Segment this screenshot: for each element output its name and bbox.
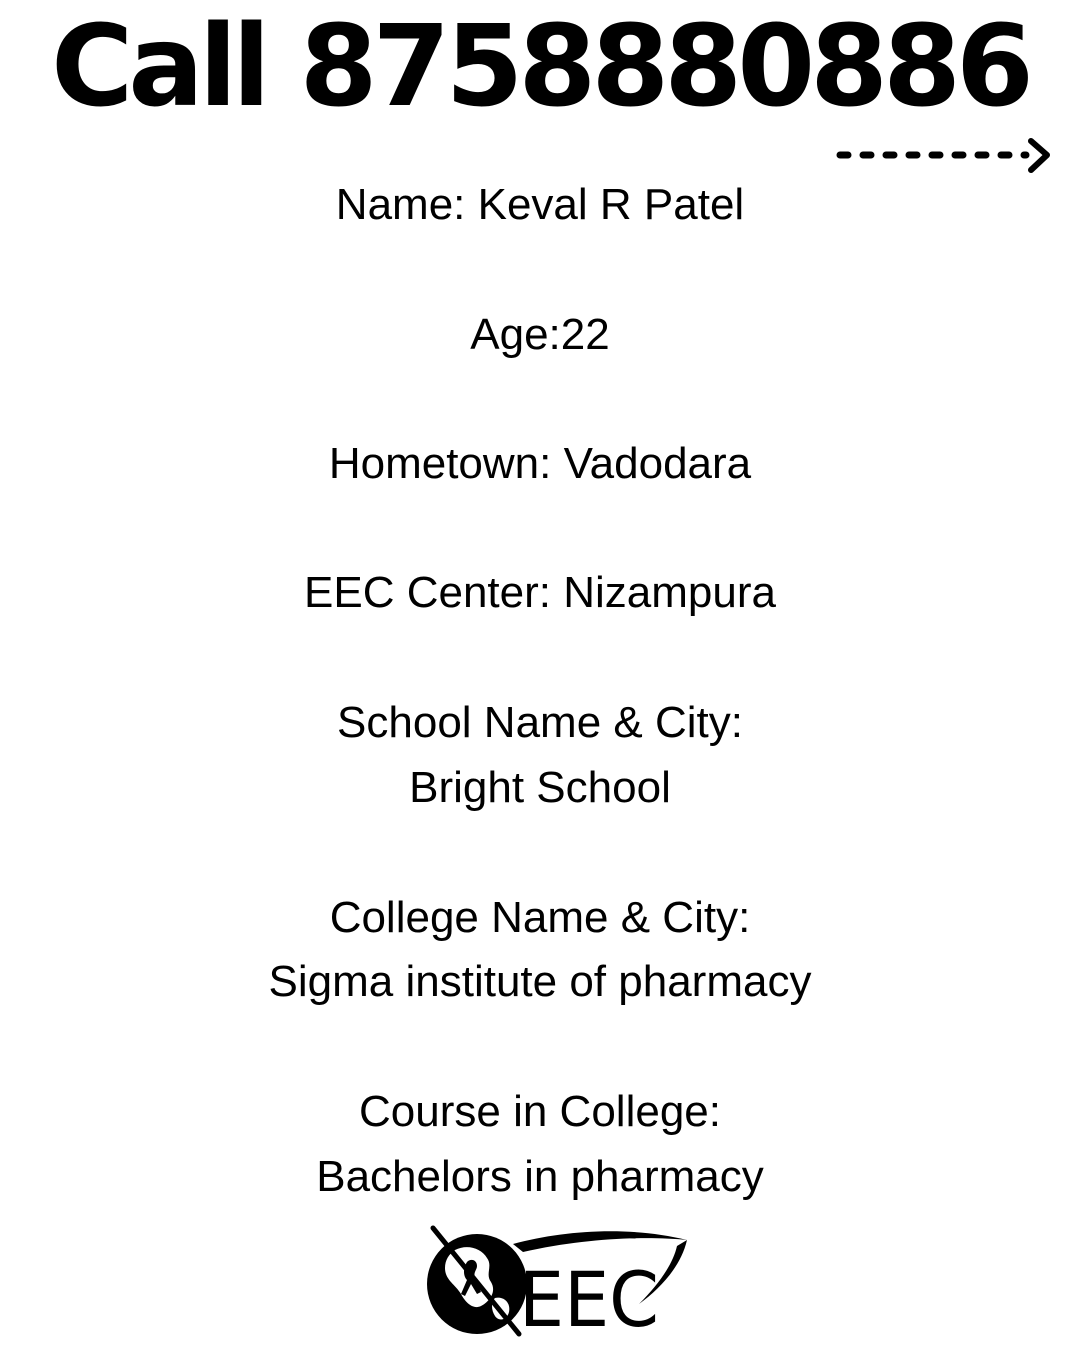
eec-logo	[415, 1222, 695, 1340]
logo-text: EEC	[519, 1255, 659, 1340]
call-headline: Call 8758880886	[51, 2, 1029, 132]
dotted-arrow-icon	[836, 138, 1056, 178]
hometown-line: Hometown: Vadodara	[328, 439, 752, 488]
school-value: Bright School	[409, 763, 671, 812]
course-value: Bachelors in pharmacy	[316, 1152, 764, 1201]
age-line: Age:22	[470, 310, 610, 359]
school-label: School Name & City:	[337, 698, 743, 747]
college-label: College Name & City:	[329, 893, 751, 942]
college-value: Sigma institute of pharmacy	[268, 957, 812, 1006]
course-label: Course in College:	[359, 1087, 721, 1136]
name-line: Name: Keval R Patel	[335, 180, 745, 229]
eec-center-line: EEC Center: Nizampura	[304, 568, 776, 617]
